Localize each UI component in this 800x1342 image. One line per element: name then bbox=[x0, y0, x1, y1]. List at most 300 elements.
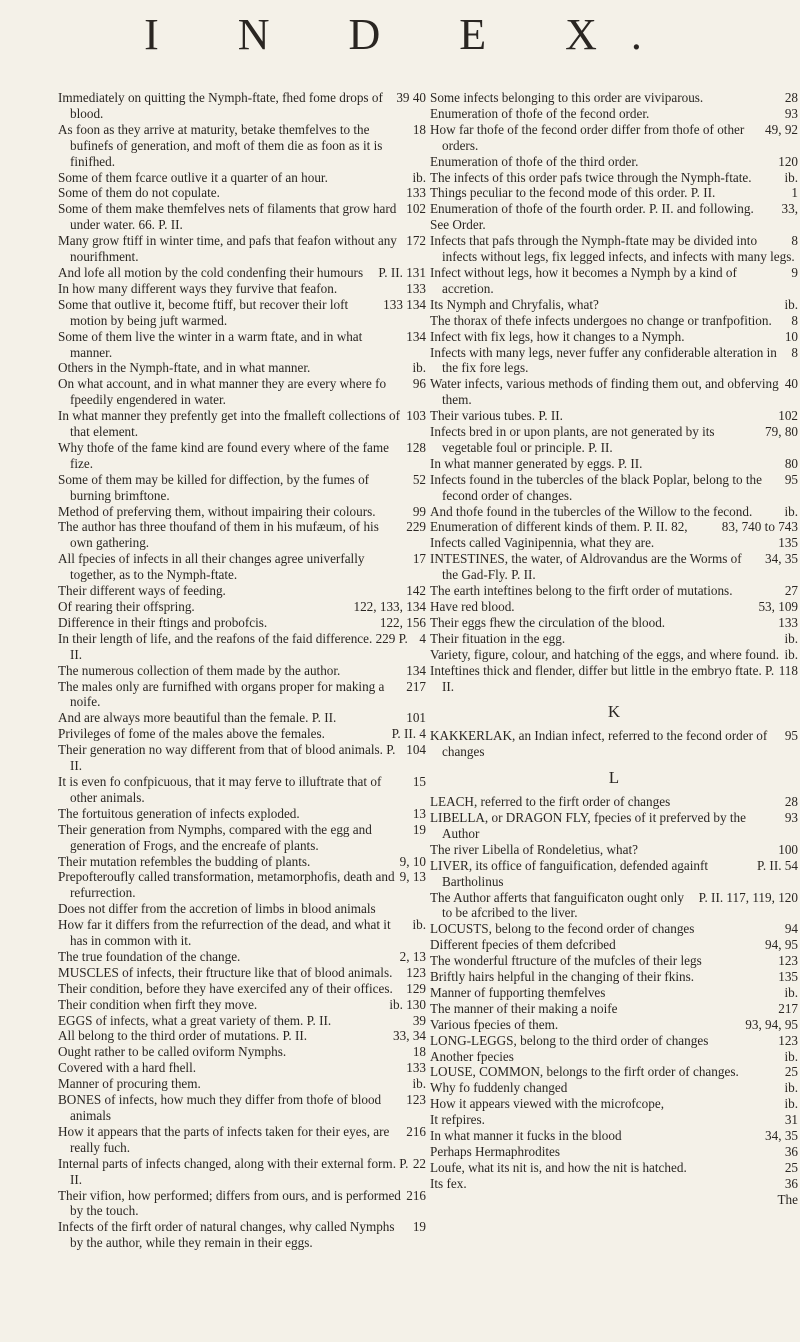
page-reference: 95 bbox=[784, 728, 798, 744]
index-entry bbox=[58, 854, 426, 870]
index-entry bbox=[430, 1017, 798, 1033]
entry-text: Have red blood. bbox=[430, 599, 515, 614]
index-entry bbox=[430, 551, 798, 583]
index-entry bbox=[58, 551, 426, 583]
entry-text: The manner of their making a noife bbox=[430, 1000, 618, 1016]
page-reference: 135 bbox=[778, 969, 798, 985]
entry-text: The fortuitous generation of infects exploded. bbox=[58, 805, 300, 821]
entry-text: Their condition when firft they move. bbox=[58, 996, 258, 1012]
entry-text: Difference in their ftings and probofcis. bbox=[58, 614, 268, 630]
entry-text: Ought rather to be called oviform Nymphs. bbox=[58, 1044, 287, 1060]
index-entry bbox=[430, 921, 798, 937]
entry-text: Infect with fix legs, how it changes to a Nymph. bbox=[430, 328, 685, 344]
entry-text: LOCUSTS, belong to the fecond order of changes bbox=[430, 921, 695, 937]
catchword: The bbox=[777, 1191, 798, 1207]
entry-text: Things peculiar to the fecond mode of this order. P. II. bbox=[430, 185, 716, 201]
index-entry bbox=[430, 1128, 798, 1144]
entry-text: Briftly hairs helpful in the changing of their fkins. bbox=[430, 969, 695, 985]
left-column bbox=[58, 90, 426, 1251]
page-reference: ib. bbox=[784, 1080, 798, 1096]
entry-text: All fpecies of infects in all their changes agree univerfally together, as to the Nymph-ftate. bbox=[58, 551, 365, 583]
page-reference: 123 bbox=[778, 1032, 798, 1048]
page-reference: 102 bbox=[406, 201, 426, 217]
entry-text: It refpires. bbox=[430, 1112, 485, 1128]
index-entry bbox=[58, 504, 426, 520]
index-entry bbox=[430, 504, 798, 520]
entry-text: It is even fo confpicuous, that it may ferve to illuftrate that of other animals. bbox=[58, 773, 382, 805]
page-reference: 53, 109 bbox=[758, 599, 798, 614]
entry-text: The males only are furnifhed with organs proper for making a noife. bbox=[58, 678, 385, 710]
page-reference: 94 bbox=[784, 921, 798, 937]
entry-text: Perhaps Hermaphrodites bbox=[430, 1144, 561, 1159]
page-reference: 36 bbox=[784, 1144, 798, 1159]
entry-text: Infects bred in or upon plants, are not generated by its vegetable foul or principle. P. II. bbox=[430, 424, 715, 455]
entry-text: In their length of life, and the reafons of the faid difference. 229 P. II. bbox=[58, 630, 408, 662]
index-entry bbox=[58, 917, 426, 949]
entry-text: The earth inteftines belong to the firft order of mutations. bbox=[430, 583, 733, 599]
page-reference: 133 bbox=[406, 280, 426, 296]
entry-text: Their condition, before they have exercifed any of their offices. bbox=[58, 980, 393, 996]
index-entry bbox=[430, 1080, 798, 1096]
page-reference: 102 bbox=[778, 408, 798, 424]
index-entry bbox=[58, 376, 426, 408]
entry-text: Why thofe of the fame kind are found every where of the fame fize. bbox=[58, 439, 390, 471]
index-entry bbox=[58, 1013, 426, 1029]
entry-text: The author has three thoufand of them in his mufæum, of his own gathering. bbox=[58, 519, 379, 551]
index-entry bbox=[58, 774, 426, 806]
index-entry bbox=[58, 408, 426, 440]
index-entry bbox=[58, 297, 426, 329]
entry-text: Inteftines thick and flender, differ but little in the embryo ftate. P. II. bbox=[430, 662, 775, 694]
index-entry bbox=[430, 985, 798, 1001]
section-letter: L bbox=[608, 768, 620, 788]
entry-text: Manner of fupporting themfelves bbox=[430, 984, 606, 1000]
index-entry bbox=[58, 201, 426, 233]
entry-text: Infects called Vaginipennia, what they are. bbox=[430, 535, 655, 551]
index-entry bbox=[58, 1219, 426, 1251]
entry-text: Some of them make themfelves nets of filaments that grow hard under water. 66. P. II. bbox=[58, 201, 397, 233]
entry-text: Their generation from Nymphs, compared with the egg and generation of Frogs, and the encreafe of plants. bbox=[58, 821, 372, 853]
entry-text: Infects that pafs through the Nymph-ftate may be divided into infects without legs, fix legged infects, and infects with many legs. bbox=[430, 233, 795, 265]
entry-text: Some infects belonging to this order are viviparous. bbox=[430, 90, 704, 105]
page-reference: 83, 740 to 743 bbox=[721, 519, 798, 535]
page-reference: 13 bbox=[412, 805, 426, 821]
page-reference: 93 bbox=[784, 809, 798, 825]
entry-text: Infects found in the tubercles of the black Poplar, belong to the fecond order of changes. bbox=[430, 471, 762, 503]
entry-text: LOUSE, COMMON, belongs to the firft order of changes. bbox=[430, 1064, 739, 1080]
index-entry bbox=[430, 122, 798, 154]
page-reference: 134 bbox=[406, 328, 426, 344]
page-reference: 31 bbox=[784, 1112, 798, 1128]
index-entry bbox=[430, 1176, 798, 1192]
page-reference: 8 bbox=[791, 233, 798, 249]
page-reference: 25 bbox=[784, 1064, 798, 1080]
index-entry bbox=[430, 106, 798, 122]
page-reference: 8 bbox=[791, 344, 798, 360]
index-entry bbox=[430, 456, 798, 472]
index-entry bbox=[430, 969, 798, 985]
entry-text: Enumeration of thofe of the fourth order. P. II. and following. bbox=[430, 201, 754, 217]
index-entry bbox=[58, 1044, 426, 1060]
page-reference: ib. 130 bbox=[389, 996, 426, 1012]
page-reference: 133 134 bbox=[383, 296, 426, 312]
entry-text: MUSCLES of infects, their ftructure like that of blood animals. bbox=[58, 964, 393, 980]
page-reference: P. II. 117, 119, 120 bbox=[698, 889, 798, 905]
page-reference: ib. bbox=[784, 1096, 798, 1112]
page-reference: ib. bbox=[784, 646, 798, 662]
entry-text: How far it differs from the refurrection of the dead, and what it has in common with it. bbox=[58, 917, 391, 949]
entry-text: The numerous collection of them made by the author. bbox=[58, 662, 341, 678]
entry-text: LONG-LEGGS, belong to the third order of changes bbox=[430, 1032, 709, 1048]
index-entry bbox=[430, 217, 798, 233]
index-entry bbox=[430, 424, 798, 456]
page-reference: 19 bbox=[412, 1219, 426, 1235]
index-entry bbox=[430, 1049, 798, 1065]
index-entry bbox=[430, 472, 798, 504]
page-reference: 118 bbox=[778, 662, 798, 678]
page-reference: 101 bbox=[406, 710, 426, 726]
index-entry bbox=[58, 997, 426, 1013]
page-reference: 123 bbox=[406, 964, 426, 980]
page-reference: ib. bbox=[784, 169, 798, 185]
right-column bbox=[430, 90, 798, 1208]
index-entry bbox=[58, 360, 426, 376]
entry-text: KAKKERLAK, an Indian infect, referred to the fecond order of changes bbox=[430, 728, 768, 760]
page-reference: 129 bbox=[406, 980, 426, 996]
page-reference: P. II. 54 bbox=[756, 857, 798, 873]
index-entry bbox=[58, 981, 426, 997]
page-reference: 135 bbox=[778, 535, 798, 551]
page-reference: 133 bbox=[778, 614, 798, 630]
index-entry bbox=[58, 90, 426, 122]
entry-text: Some of them do not copulate. bbox=[58, 185, 220, 201]
entry-text: How far thofe of the fecond order differ from thofe of other orders. bbox=[430, 121, 745, 153]
page-reference: 25 bbox=[784, 1159, 798, 1175]
entry-text: Their different ways of feeding. bbox=[58, 583, 226, 599]
index-entry bbox=[58, 1028, 426, 1044]
page-reference: ib. bbox=[784, 984, 798, 1000]
entry-text: Does not differ from the accretion of limbs in blood animals bbox=[58, 901, 376, 917]
index-entry bbox=[430, 599, 798, 615]
entry-text: Their eggs fhew the circulation of the blood. bbox=[430, 614, 666, 630]
page-reference: 28 bbox=[784, 90, 798, 105]
index-entry bbox=[430, 1144, 798, 1160]
entry-text: Infects of the firft order of natural changes, why called Nymphs by the author, while they remain in their eggs. bbox=[58, 1219, 395, 1251]
index-entry bbox=[430, 583, 798, 599]
index-entry bbox=[58, 806, 426, 822]
page-reference: 120 bbox=[778, 153, 798, 169]
index-entry bbox=[430, 201, 798, 217]
entry-text: And lofe all motion by the cold condenfing their humours bbox=[58, 264, 364, 280]
page-reference: 8 bbox=[791, 312, 798, 328]
entry-text: Different fpecies of them defcribed bbox=[430, 937, 616, 953]
page-reference: 10 bbox=[784, 328, 798, 344]
index-entry bbox=[58, 519, 426, 551]
entry-text: Its fex. bbox=[430, 1175, 467, 1191]
page-reference: 123 bbox=[778, 953, 798, 969]
index-entry bbox=[58, 949, 426, 965]
index-entry bbox=[430, 519, 798, 535]
index-entry bbox=[430, 265, 798, 297]
index-entry bbox=[58, 440, 426, 472]
page-reference: 122, 156 bbox=[379, 614, 426, 630]
page-reference: 40 bbox=[784, 376, 798, 392]
index-entry bbox=[58, 233, 426, 265]
index-entry bbox=[58, 329, 426, 361]
index-entry bbox=[58, 1124, 426, 1156]
entry-text: INTESTINES, the water, of Aldrovandus are the Worms of the Gad-Fly. P. II. bbox=[430, 551, 742, 583]
page-reference: 39 bbox=[412, 1012, 426, 1028]
page-reference: 18 bbox=[412, 1044, 426, 1060]
entry-text: The infects of this order pafs twice through the Nymph-ftate. bbox=[430, 169, 752, 185]
index-entry bbox=[58, 281, 426, 297]
entry-text: Enumeration of thofe of the third order. bbox=[430, 153, 639, 169]
page-reference: 123 bbox=[406, 1092, 426, 1108]
entry-text: How it appears that the parts of infects taken for their eyes, are really fuch. bbox=[58, 1123, 390, 1155]
index-entry bbox=[430, 297, 798, 313]
index-entry bbox=[58, 599, 426, 615]
index-entry bbox=[430, 170, 798, 186]
entry-text: Some of them live the winter in a warm ftate, and in what manner. bbox=[58, 328, 363, 360]
entry-text: In what manner it fucks in the blood bbox=[430, 1128, 622, 1144]
page-reference: 27 bbox=[784, 583, 798, 599]
entry-text: On what account, and in what manner they are every where fo fpeedily engendered in water. bbox=[58, 376, 387, 408]
entry-text: Others in the Nymph-ftate, and in what manner. bbox=[58, 360, 311, 376]
page-reference: 36 bbox=[784, 1175, 798, 1191]
page-reference: 49, 92 bbox=[765, 121, 798, 137]
entry-text: Enumeration of thofe of the fecond order. bbox=[430, 105, 650, 121]
page-reference: 122, 133, 134 bbox=[353, 599, 426, 614]
entry-text: Water infects, various methods of finding them out, and obferving them. bbox=[430, 376, 779, 408]
entry-text: LIVER, its office of fanguification, defended againft Bartholinus bbox=[430, 857, 709, 889]
index-entry bbox=[430, 858, 798, 890]
index-entry bbox=[430, 1064, 798, 1080]
page-reference: 22 bbox=[412, 1155, 426, 1171]
entry-text: Its Nymph and Chryfalis, what? bbox=[430, 296, 599, 312]
page-reference: 33, bbox=[781, 201, 798, 217]
entry-text: Their vifion, how performed; differs from ours, and is performed by the touch. bbox=[58, 1187, 401, 1219]
entry-text: How it appears viewed with the microfcope, bbox=[430, 1096, 665, 1112]
index-entry bbox=[58, 1060, 426, 1076]
index-entry bbox=[430, 1160, 798, 1176]
page-reference: ib. bbox=[784, 630, 798, 646]
entry-text: LEACH, referred to the firft order of changes bbox=[430, 794, 671, 810]
index-entry bbox=[430, 90, 798, 106]
entry-text: Method of preferving them, without impairing their colours. bbox=[58, 503, 376, 519]
entry-text: Some of them fcarce outlive it a quarter of an hour. bbox=[58, 169, 328, 185]
index-entry bbox=[58, 965, 426, 981]
entry-text: Their fituation in the egg. bbox=[430, 630, 566, 646]
index-entry bbox=[58, 901, 426, 917]
entry-text: The true foundation of the change. bbox=[58, 948, 241, 964]
entry-text: And are always more beautiful than the female. P. II. bbox=[58, 710, 337, 726]
index-entry bbox=[58, 663, 426, 679]
index-entry bbox=[430, 345, 798, 377]
page-reference: 34, 35 bbox=[765, 551, 798, 567]
entry-text: Their various tubes. P. II. bbox=[430, 408, 563, 424]
index-entry bbox=[58, 726, 426, 742]
index-entry bbox=[430, 728, 798, 760]
index-entry bbox=[430, 376, 798, 408]
page-reference: 52 bbox=[412, 471, 426, 487]
page-reference: 94, 95 bbox=[765, 937, 798, 953]
index-entry bbox=[58, 472, 426, 504]
page-reference: 93, 94, 95 bbox=[745, 1016, 798, 1032]
entry-text: Their mutation refembles the budding of plants. bbox=[58, 853, 311, 869]
page-reference: 9 bbox=[791, 264, 798, 280]
index-entry bbox=[430, 810, 798, 842]
page-reference: P. II. 4 bbox=[391, 726, 426, 742]
entry-text: EGGS of infects, what a great variety of them. P. II. bbox=[58, 1012, 332, 1028]
page-reference: 216 bbox=[406, 1187, 426, 1203]
entry-text: Variety, figure, colour, and hatching of the eggs, and where found. bbox=[430, 646, 780, 662]
page-reference: 100 bbox=[778, 841, 798, 857]
index-entry bbox=[58, 1092, 426, 1124]
page-reference: 103 bbox=[406, 408, 426, 424]
page-reference: 99 bbox=[412, 503, 426, 519]
index-entry bbox=[430, 1033, 798, 1049]
page-reference: ib. bbox=[412, 169, 426, 185]
entry-text: Covered with a hard fhell. bbox=[58, 1060, 197, 1076]
index-entry bbox=[430, 329, 798, 345]
index-entry bbox=[430, 154, 798, 170]
entry-text: Privileges of fome of the males above the females. bbox=[58, 726, 325, 742]
page-reference: 9, 13 bbox=[399, 869, 426, 885]
page-reference: 95 bbox=[784, 471, 798, 487]
index-entry bbox=[430, 535, 798, 551]
page-reference: 96 bbox=[412, 376, 426, 392]
page-reference: 39 40 bbox=[396, 90, 426, 105]
index-entry bbox=[58, 710, 426, 726]
index-entry bbox=[58, 615, 426, 631]
page-reference: 172 bbox=[406, 233, 426, 249]
index-entry bbox=[430, 615, 798, 631]
index-entry bbox=[430, 1096, 798, 1112]
page-reference: P. II. 131 bbox=[378, 264, 426, 280]
entry-text: Why fo fuddenly changed bbox=[430, 1080, 568, 1096]
page-reference: ib. bbox=[784, 1048, 798, 1064]
entry-text: LIBELLA, or DRAGON FLY, fpecies of it preferved by the Author bbox=[430, 809, 746, 841]
index-entry bbox=[430, 185, 798, 201]
page-reference: 134 bbox=[406, 662, 426, 678]
index-entry bbox=[58, 185, 426, 201]
page-reference: 28 bbox=[784, 794, 798, 810]
page-reference: 216 bbox=[406, 1123, 426, 1139]
entry-text: Many grow ftiff in winter time, and pafs that feafon without any nourifhment. bbox=[58, 233, 397, 265]
page-reference: 217 bbox=[406, 678, 426, 694]
index-entry bbox=[430, 233, 798, 265]
entry-text: BONES of infects, how much they differ from thofe of blood animals bbox=[58, 1092, 382, 1123]
page-reference: 133 bbox=[406, 185, 426, 201]
index-entry bbox=[58, 631, 426, 663]
entry-text: In how many different ways they furvive that feafon. bbox=[58, 280, 338, 296]
index-entry bbox=[430, 937, 798, 953]
page-reference: 133 bbox=[406, 1060, 426, 1076]
index-entry bbox=[430, 794, 798, 810]
page-reference: ib. bbox=[412, 1076, 426, 1092]
index-entry bbox=[430, 408, 798, 424]
index-entry bbox=[430, 313, 798, 329]
entry-text: The Author afferts that fanguificaton ought only to be afcribed to the liver. bbox=[430, 889, 684, 921]
index-entry bbox=[58, 742, 426, 774]
entry-text: Manner of procuring them. bbox=[58, 1076, 201, 1092]
page-reference: 18 bbox=[412, 121, 426, 137]
index-entry bbox=[58, 679, 426, 711]
index-entry bbox=[58, 170, 426, 186]
index-entry bbox=[58, 122, 426, 170]
index-entry bbox=[58, 1156, 426, 1188]
entry-text: Immediately on quitting the Nymph-ftate, fhed fome drops of blood. bbox=[58, 90, 383, 121]
page-reference: 229 bbox=[406, 519, 426, 535]
page-reference: ib. bbox=[412, 360, 426, 376]
entry-text: All belong to the third order of mutations. P. II. bbox=[58, 1028, 308, 1044]
page-reference: 9, 10 bbox=[399, 853, 426, 869]
index-entry bbox=[430, 953, 798, 969]
page-reference: 142 bbox=[406, 583, 426, 599]
page-reference: 19 bbox=[412, 821, 426, 837]
entry-text: Infect without legs, how it becomes a Nymph by a kind of accretion. bbox=[430, 264, 737, 296]
index-entry bbox=[58, 822, 426, 854]
index-entry bbox=[58, 1076, 426, 1092]
page-reference: 93 bbox=[784, 105, 798, 121]
entry-text: Prepofteroufly called transformation, metamorphofis, death and refurrection. bbox=[58, 869, 395, 901]
index-entry bbox=[430, 842, 798, 858]
index-entry bbox=[58, 265, 426, 281]
entry-text: Their generation no way different from that of blood animals. P. II. bbox=[58, 742, 396, 774]
index-entry bbox=[58, 583, 426, 599]
entry-text: Loufe, what its nit is, and how the nit is hatched. bbox=[430, 1159, 687, 1175]
page-reference: 15 bbox=[412, 773, 426, 789]
page-reference: 1 bbox=[791, 185, 798, 201]
index-entry bbox=[430, 631, 798, 647]
page-reference: ib. bbox=[784, 503, 798, 519]
entry-text: See Order. bbox=[430, 217, 486, 233]
entry-text: Internal parts of infects changed, along with their external form. P. II. bbox=[58, 1155, 409, 1187]
entry-text: The river Libella of Rondeletius, what? bbox=[430, 841, 638, 857]
index-entry bbox=[58, 1188, 426, 1220]
entry-text: Some of them may be killed for diffection, by the fumes of burning brimftone. bbox=[58, 471, 370, 503]
index-entry bbox=[430, 1112, 798, 1128]
page-reference: 128 bbox=[406, 439, 426, 455]
page-reference: 79, 80 bbox=[765, 424, 798, 440]
index-entry bbox=[430, 647, 798, 663]
entry-text: Another fpecies bbox=[430, 1048, 514, 1064]
page-reference: 80 bbox=[784, 455, 798, 471]
entry-text: In what manner generated by eggs. P. II. bbox=[430, 455, 643, 471]
page-reference: 104 bbox=[406, 742, 426, 758]
entry-text: And thofe found in the tubercles of the Willow to the fecond. bbox=[430, 503, 753, 519]
page-reference: 217 bbox=[778, 1000, 798, 1016]
entry-text: In what manner they prefently get into the fmalleft collections of that element. bbox=[58, 408, 401, 440]
index-entry bbox=[430, 1001, 798, 1017]
page-reference: ib. bbox=[412, 917, 426, 933]
entry-text: Various fpecies of them. bbox=[430, 1016, 559, 1032]
page-reference: 33, 34 bbox=[393, 1028, 426, 1044]
entry-text: Of rearing their offspring. bbox=[58, 599, 195, 614]
page-reference: ib. bbox=[784, 296, 798, 312]
entry-text: The wonderful ftructure of the mufcles of their legs bbox=[430, 953, 702, 969]
entry-text: As foon as they arrive at maturity, betake themfelves to the bufinefs of generation, and moft of them die as foon as it is finifhed. bbox=[58, 121, 383, 169]
page-reference: 2, 13 bbox=[399, 948, 426, 964]
entry-text: Enumeration of different kinds of them. P. II. 82, bbox=[430, 519, 688, 535]
section-letter: K bbox=[607, 702, 621, 722]
index-entry bbox=[58, 869, 426, 901]
entry-text: Some that outlive it, become ftiff, but recover their loft motion by being juft warmed. bbox=[58, 296, 349, 328]
entry-text: The thorax of thefe infects undergoes no change or tranfpofition. bbox=[430, 312, 772, 328]
page-reference: 4 bbox=[419, 630, 426, 646]
page-reference: 17 bbox=[412, 551, 426, 567]
index-entry bbox=[430, 663, 798, 695]
